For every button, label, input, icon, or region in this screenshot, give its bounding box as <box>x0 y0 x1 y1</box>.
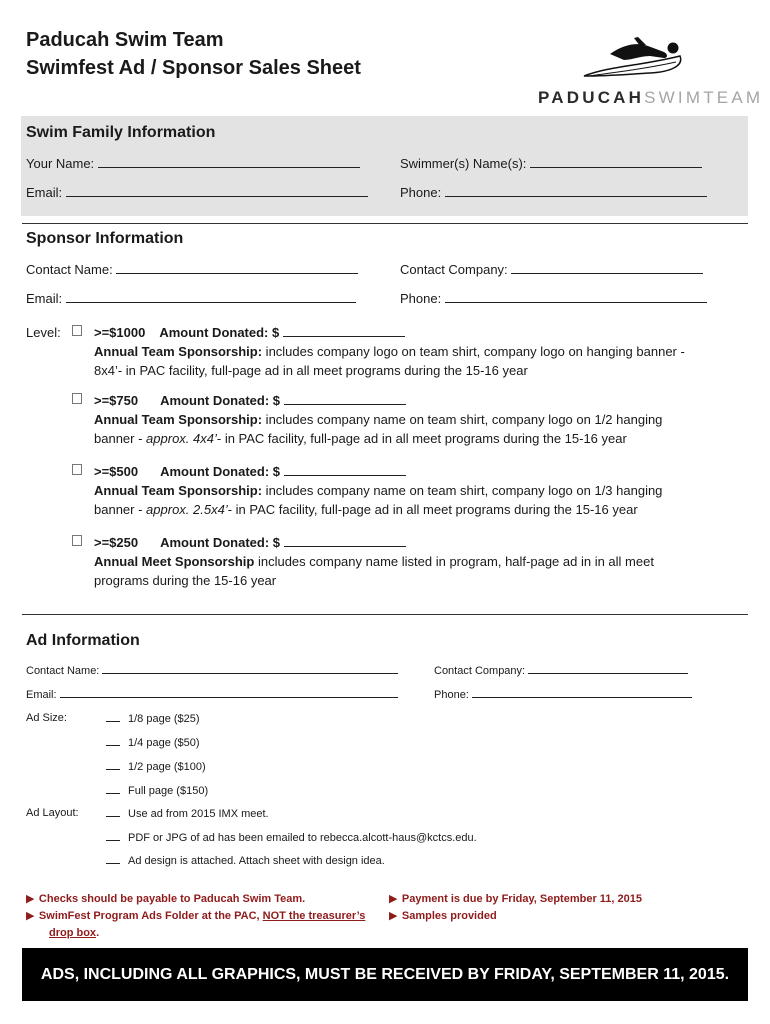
swimmer-logo-icon <box>580 36 690 80</box>
ad-heading: Ad Information <box>26 632 140 649</box>
payment-notes-left: ▶ Checks should be payable to Paducah Swim Team. ▶ SwimFest Program Ads Folder at the PAC, NOT the treasurer’s drop box. <box>26 893 366 939</box>
arrow-icon: ▶ <box>389 893 398 905</box>
ad-size-option[interactable]: 1/8 page ($25) <box>106 712 200 725</box>
level-label: Level: <box>26 325 61 340</box>
ad-layout-option[interactable]: Ad design is attached. Attach sheet with design idea. <box>106 854 385 867</box>
arrow-icon: ▶ <box>26 910 35 922</box>
ad-size-option[interactable]: 1/4 page ($50) <box>106 736 200 749</box>
sponsor-email-field[interactable]: Email: <box>26 291 356 306</box>
deadline-banner: ADS, INCLUDING ALL GRAPHICS, MUST BE RECEIVED BY FRIDAY, SEPTEMBER 11, 2015. <box>22 948 748 1001</box>
level-500-item: >=$500 Amount Donated: $ Annual Team Sponsorship: includes company name on team shirt, company logo on 1/3 hanging banner - approx. 2.5x4’- in PAC facility, full-page ad in all meet programs during the 15-16 year <box>94 464 663 517</box>
ad-size-label: Ad Size: <box>26 712 67 724</box>
swimmer-names-field[interactable]: Swimmer(s) Name(s): <box>400 156 702 171</box>
sponsor-contact-name-field[interactable]: Contact Name: <box>26 262 358 277</box>
sponsor-contact-company-field[interactable]: Contact Company: <box>400 262 703 277</box>
ad-contact-company-field[interactable]: Contact Company: <box>434 664 688 677</box>
family-email-field[interactable]: Email: <box>26 185 368 200</box>
ad-phone-field[interactable]: Phone: <box>434 688 692 701</box>
arrow-icon: ▶ <box>389 910 398 922</box>
ad-contact-name-field[interactable]: Contact Name: <box>26 664 398 677</box>
divider <box>22 614 748 615</box>
divider <box>22 223 748 224</box>
level-250-checkbox[interactable] <box>72 535 82 546</box>
ad-size-option[interactable]: 1/2 page ($100) <box>106 760 206 773</box>
level-750-checkbox[interactable] <box>72 393 82 404</box>
level-250-item: >=$250 Amount Donated: $ Annual Meet Sponsorship includes company name listed in program, half-page ad in in all meet programs during the 15-16 year <box>94 535 654 588</box>
swim-family-heading: Swim Family Information <box>26 124 216 141</box>
sponsor-heading: Sponsor Information <box>26 230 184 247</box>
level-750-item: >=$750 Amount Donated: $ Annual Team Sponsorship: includes company name on team shirt, company logo on 1/2 hanging banner - approx. 4x4’- in PAC facility, full-page ad in all meet programs during the 15-16 year <box>94 393 663 446</box>
level-1000-item: >=$1000 Amount Donated: $ Annual Team Sponsorship: includes company logo on team shirt, company logo on hanging banner - 8x4’- in PAC facility, full-page ad in all meet programs during the 15-16 year <box>94 325 685 378</box>
level-500-checkbox[interactable] <box>72 464 82 475</box>
page-title: Paducah Swim Team <box>26 29 224 51</box>
sponsor-phone-field[interactable]: Phone: <box>400 291 707 306</box>
ad-layout-label: Ad Layout: <box>26 807 79 819</box>
ad-size-option[interactable]: Full page ($150) <box>106 784 208 797</box>
ad-layout-option[interactable]: Use ad from 2015 IMX meet. <box>106 807 269 820</box>
ad-layout-option[interactable]: PDF or JPG of ad has been emailed to rebecca.alcott-haus@kctcs.edu. <box>106 831 477 844</box>
arrow-icon: ▶ <box>26 893 35 905</box>
your-name-field[interactable]: Your Name: <box>26 156 360 171</box>
family-phone-field[interactable]: Phone: <box>400 185 707 200</box>
logo-wordmark: PADUCAHSWIMTEAM <box>538 88 764 107</box>
payment-notes-right: ▶ Payment is due by Friday, September 11, 2015 ▶ Samples provided <box>389 893 642 922</box>
page-subtitle: Swimfest Ad / Sponsor Sales Sheet <box>26 57 361 79</box>
level-1000-checkbox[interactable] <box>72 325 82 336</box>
ad-email-field[interactable]: Email: <box>26 688 398 701</box>
